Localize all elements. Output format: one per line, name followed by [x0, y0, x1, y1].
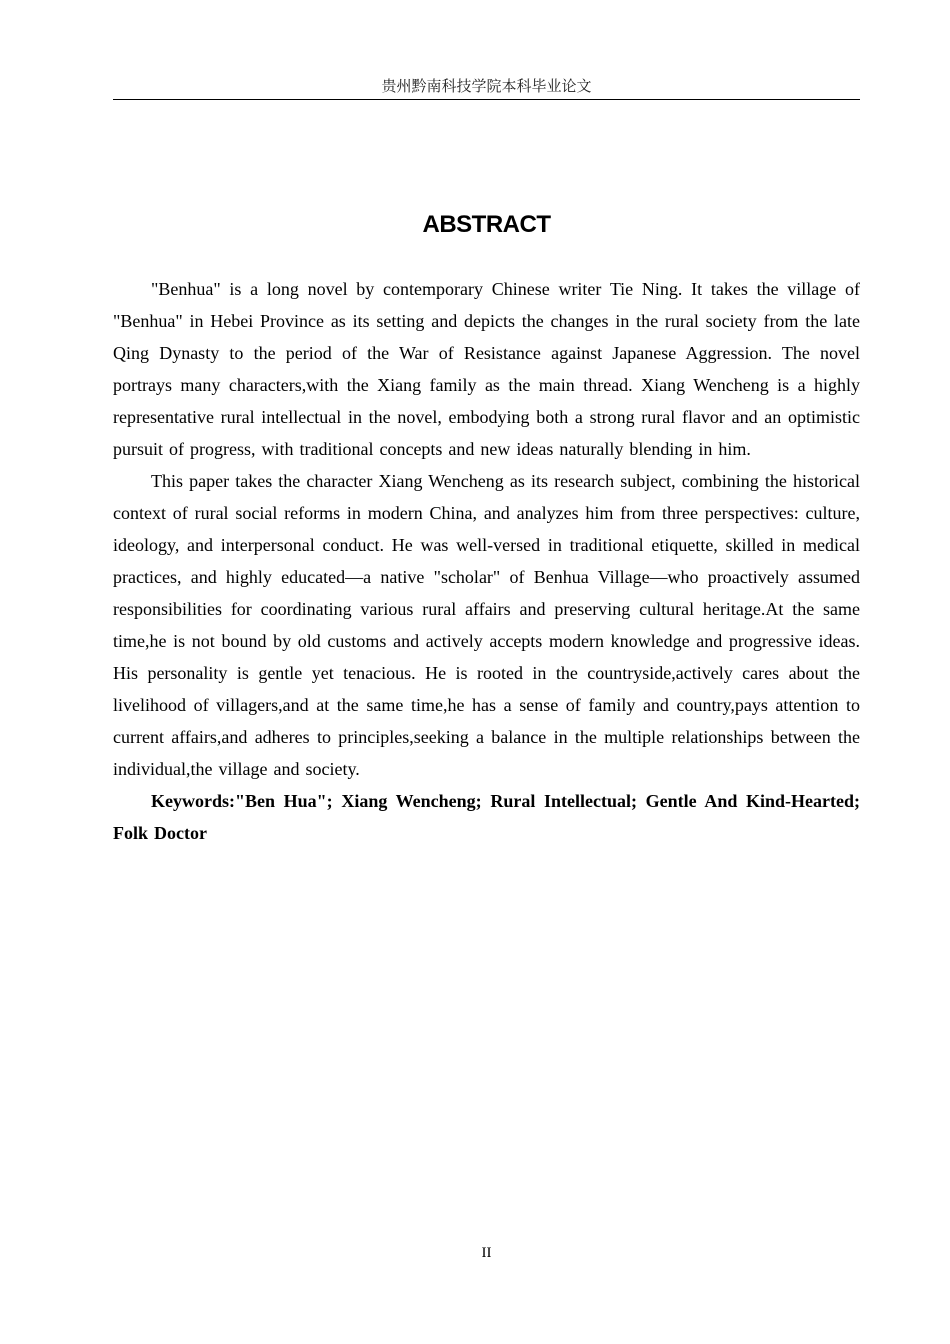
abstract-body: [113, 273, 860, 849]
page-number: II: [481, 1245, 492, 1261]
abstract-heading: ABSTRACT: [422, 211, 551, 238]
abstract-paragraph-2: This paper takes the character Xiang Wencheng as its research subject, combining the historical context of rural social reforms in modern China, and analyzes him from three perspectives: culture, ideology, and interpersonal conduct. He was well-versed in traditional etiquette, skilled in medical practices, and highly educated—a native "scholar" of Benhua Village—who proactively assumed responsibilities for coordinating various rural affairs and preserving cultural heritage.At the same time,he is not bound by old customs and actively accepts modern knowledge and progressive ideas. His personality is gentle yet tenacious. He is rooted in the countryside,actively cares about the livelihood of villagers,and at the same time,he has a sense of family and country,pays attention to current affairs,and adheres to principles,seeking a balance in the multiple relationships between the individual,the village and society.: [113, 471, 860, 779]
keywords-line: Keywords:"Ben Hua"; Xiang Wencheng; Rural Intellectual; Gentle And Kind-Hearted; Folk Doctor: [113, 791, 860, 843]
header-divider: [113, 99, 860, 100]
running-header-title: 贵州黔南科技学院本科毕业论文: [381, 77, 592, 95]
abstract-paragraph-1: "Benhua" is a long novel by contemporary Chinese writer Tie Ning. It takes the village of "Benhua" in Hebei Province as its setting and depicts the changes in the rural society from the late Qing Dynasty to the period of the War of Resistance against Japanese Aggression. The novel portrays many characters,with the Xiang family as the main thread. Xiang Wencheng is a highly representative rural intellectual in the novel, embodying both a strong rural flavor and an optimistic pursuit of progress, with traditional concepts and new ideas naturally blending in him.: [113, 279, 860, 459]
